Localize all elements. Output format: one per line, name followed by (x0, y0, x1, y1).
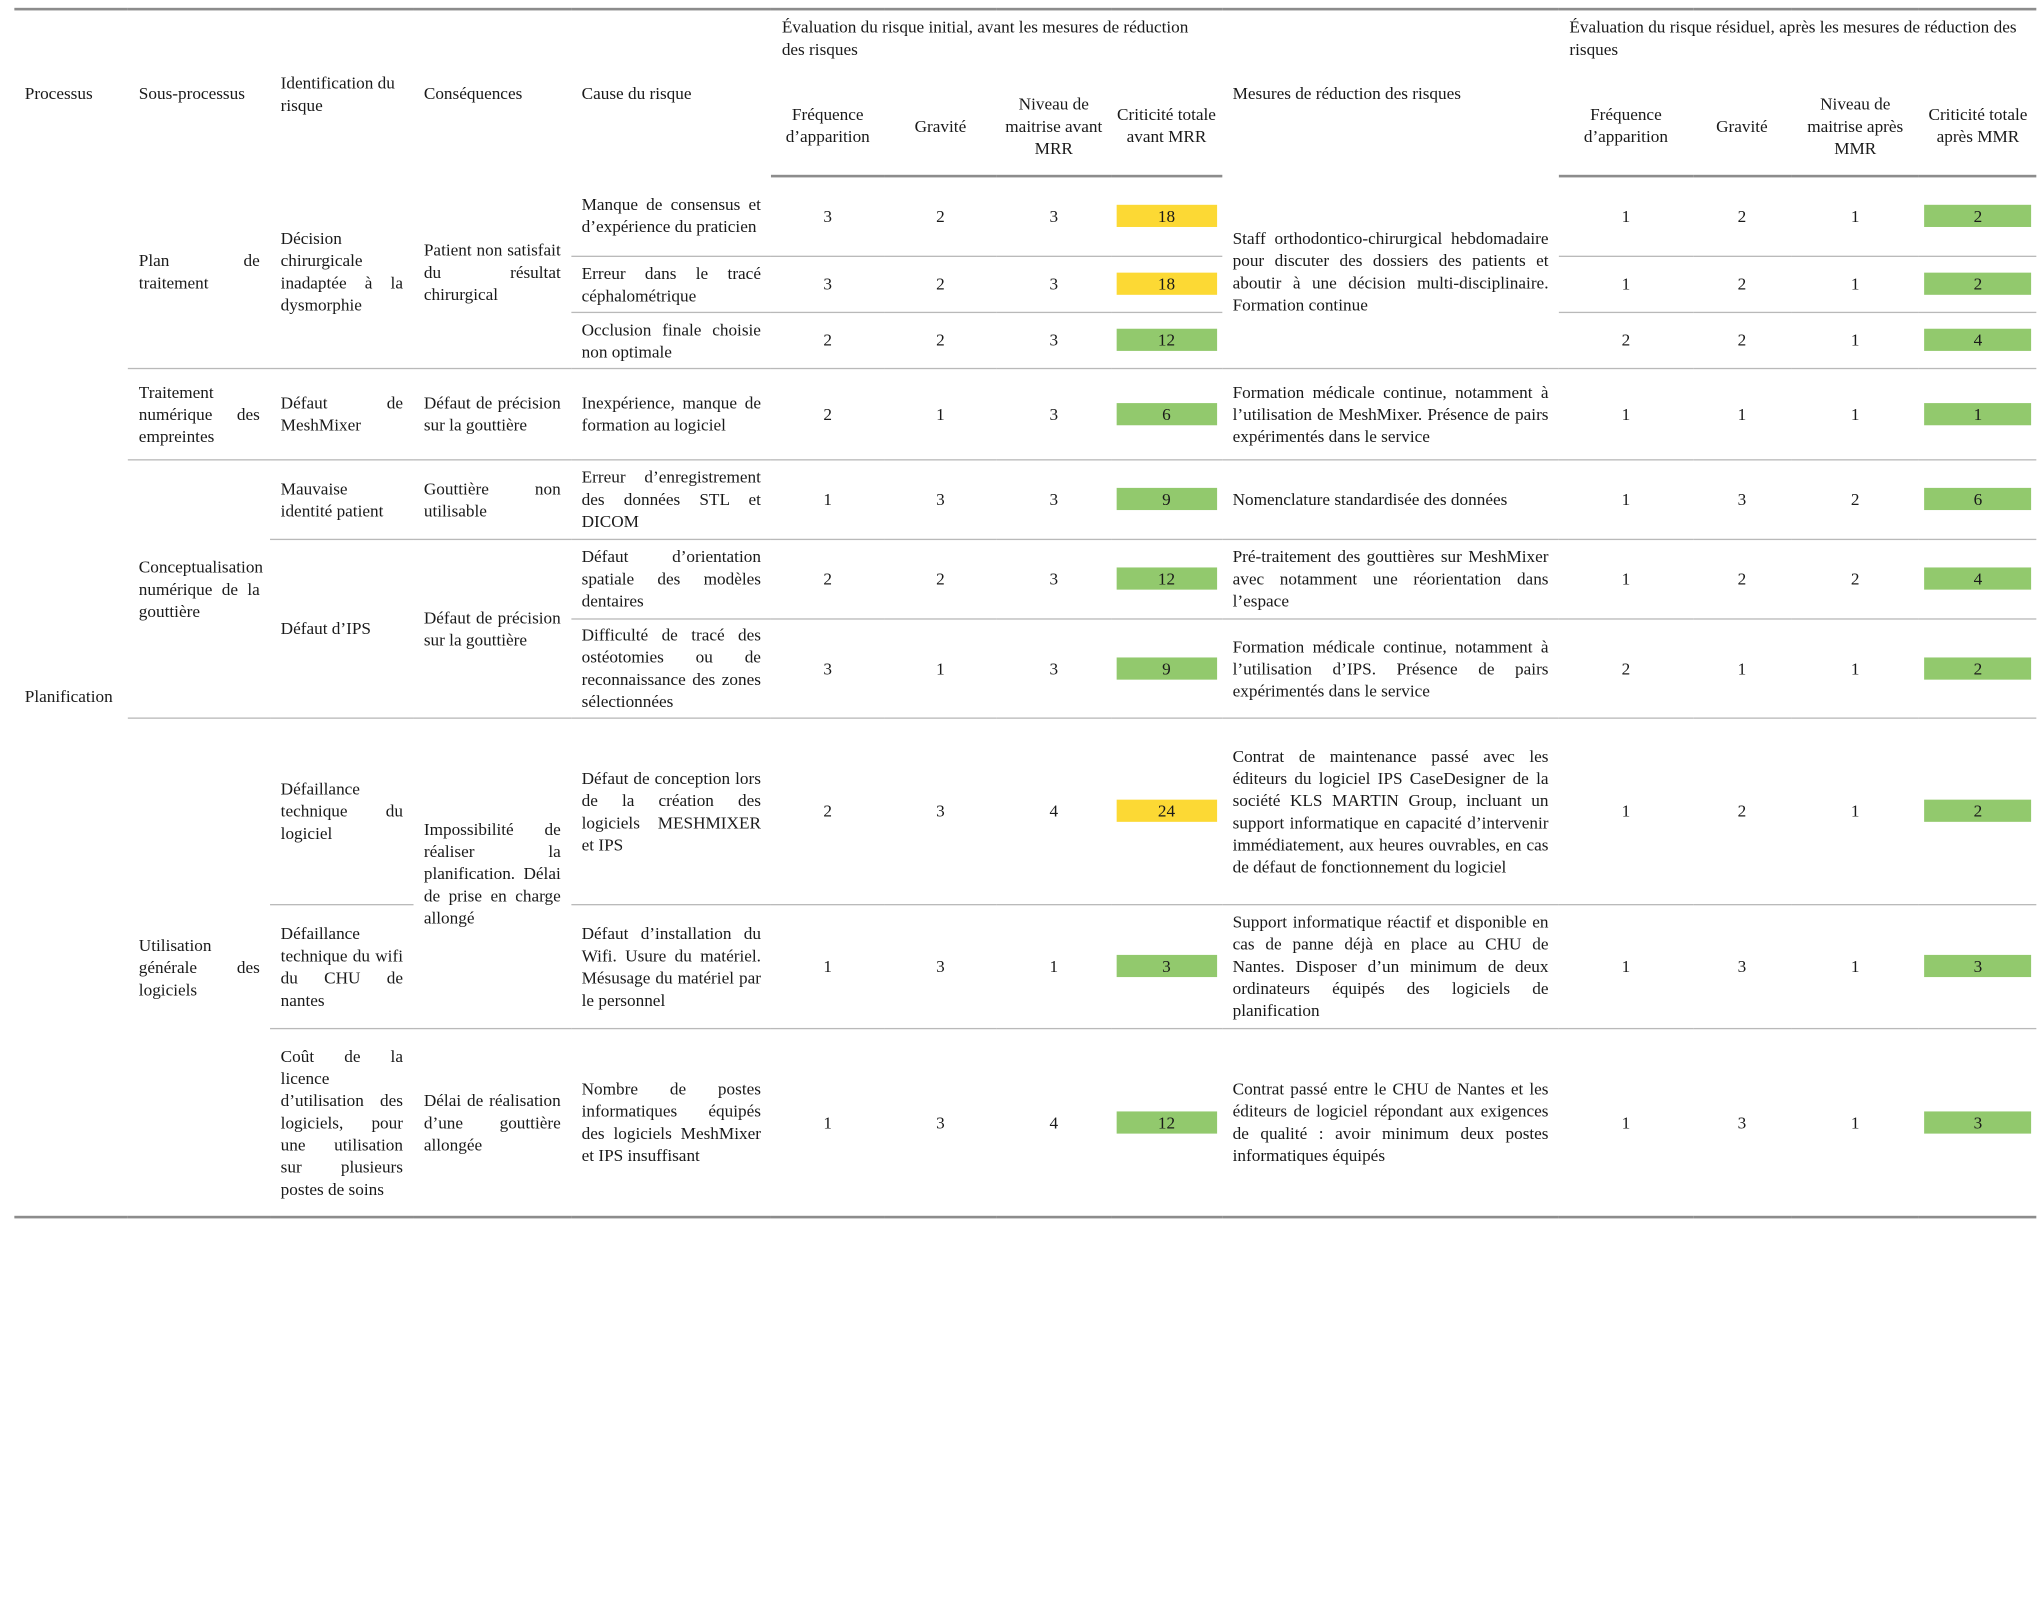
gravite-apres-cell: 1 (1693, 618, 1791, 717)
cause-cell: Défaut d’orientation spatiale des modèles dentaires (571, 539, 771, 619)
frequence-apres-cell: 1 (1559, 539, 1693, 619)
criticite-apres-cell (1920, 618, 2037, 717)
criticite-box: 12 (1116, 329, 1217, 351)
table-row (14, 459, 2036, 539)
gravite-apres-cell: 2 (1693, 717, 1791, 904)
sous-processus-cell: Plan de traitement (138, 250, 260, 293)
header-sous-processus: Sous-processus (128, 9, 270, 176)
mesure-cell: Staff orthodontico-chirurgical hebdomadaire pour discuter des dossiers des patients et aboutir à une décision multi-disciplinaire. Formation continue (1232, 228, 1549, 315)
niveau-apres-cell: 1 (1791, 717, 1920, 904)
header-mesures: Mesures de réduction des risques (1222, 9, 1559, 176)
table-row (14, 1028, 2036, 1217)
criticite-apres-cell (1920, 176, 2037, 256)
gravite-cell: 3 (884, 904, 997, 1028)
criticite-cell (1111, 368, 1222, 459)
niveau-apres-cell: 1 (1791, 368, 1920, 459)
gravite-cell: 3 (884, 717, 997, 904)
identification-cell: Coût de la licence d’utilisation des logiciels, pour une utilisation sur plusieurs postes de soins (270, 1028, 413, 1217)
cause-cell: Manque de consensus et d’expérience du praticien (581, 194, 761, 237)
criticite-apres-cell (1920, 539, 2037, 619)
criticite-apres-cell (1920, 256, 2037, 312)
niveau-cell: 3 (997, 618, 1111, 717)
identification-cell: Défaillance technique du logiciel (270, 717, 413, 904)
gravite-apres-cell: 3 (1693, 1028, 1791, 1217)
consequence-cell: Patient non satisfait du résultat chirurgical (423, 239, 561, 304)
gravite-apres-cell: 2 (1693, 256, 1791, 312)
table-body (14, 176, 2036, 1217)
criticite-apres-cell (1920, 368, 2037, 459)
header-consequences: Conséquences (413, 9, 571, 176)
table-row (14, 717, 2036, 904)
cause-cell: Défaut de conception lors de la création des logiciels MESHMIXER et IPS (571, 717, 771, 904)
table-row (14, 904, 2036, 1028)
sous-processus-cell: Utilisation générale des logiciels (128, 717, 270, 1217)
frequence-cell: 3 (771, 256, 884, 312)
criticite-apres-box: 2 (1925, 205, 2031, 227)
identification-cell: Défaut de MeshMixer (270, 368, 413, 459)
frequence-apres-cell: 1 (1559, 256, 1693, 312)
frequence-cell: 2 (771, 717, 884, 904)
frequence-cell: 2 (771, 312, 884, 368)
table-row (14, 176, 2036, 256)
header-gravite: Gravité (884, 76, 997, 176)
table-row (14, 368, 2036, 459)
niveau-cell: 4 (997, 1028, 1111, 1217)
identification-cell: Défaillance technique du wifi du CHU de nantes (270, 904, 413, 1028)
niveau-apres-cell: 1 (1791, 1028, 1920, 1217)
gravite-apres-cell: 2 (1737, 206, 1747, 227)
niveau-apres-cell: 1 (1791, 904, 1920, 1028)
criticite-cell (1111, 1028, 1222, 1217)
frequence-cell: 1 (771, 459, 884, 539)
criticite-cell (1111, 256, 1222, 312)
mesure-cell: Pré-traitement des gouttières sur MeshMixer avec notamment une réorientation dans l’espace (1222, 539, 1559, 619)
criticite-cell (1111, 618, 1222, 717)
frequence-cell: 3 (823, 206, 833, 227)
criticite-box: 18 (1116, 205, 1217, 227)
niveau-cell: 1 (997, 904, 1111, 1028)
criticite-box: 12 (1116, 567, 1217, 589)
frequence-apres-cell: 1 (1559, 459, 1693, 539)
criticite-box: 3 (1116, 955, 1217, 977)
consequence-cell: Délai de réalisation d’une gouttière allongée (413, 1028, 571, 1217)
header-frequence-apres: Fréquence d’apparition (1559, 76, 1693, 176)
mesure-cell: Formation médicale continue, notamment à l’utilisation de MeshMixer. Présence de pairs expérimentés dans le service (1222, 368, 1559, 459)
frequence-cell: 3 (771, 618, 884, 717)
header-gravite-apres: Gravité (1693, 76, 1791, 176)
frequence-cell: 1 (771, 904, 884, 1028)
gravite-cell: 3 (884, 459, 997, 539)
niveau-apres-cell: 2 (1791, 539, 1920, 619)
gravite-apres-cell: 3 (1693, 459, 1791, 539)
risk-analysis-table (14, 8, 2036, 1219)
criticite-cell (1111, 717, 1222, 904)
criticite-apres-box: 2 (1925, 273, 2031, 295)
consequence-cell: Défaut de précision sur la gouttière (413, 368, 571, 459)
frequence-cell: 1 (771, 1028, 884, 1217)
header-criticite-apres: Criticité totale après MMR (1920, 76, 2037, 176)
identification-cell: Mauvaise identité patient (270, 459, 413, 539)
criticite-cell (1111, 176, 1222, 256)
cause-cell: Erreur d’enregistrement des données STL et DICOM (571, 459, 771, 539)
cause-cell: Difficulté de tracé des ostéotomies ou de reconnaissance des zones sélectionnées (571, 618, 771, 717)
table-row (14, 539, 2036, 619)
niveau-cell: 3 (997, 368, 1111, 459)
identification-cell: Défaut d’IPS (270, 539, 413, 718)
criticite-apres-cell (1920, 1028, 2037, 1217)
criticite-apres-cell (1920, 904, 2037, 1028)
criticite-box: 9 (1116, 657, 1217, 679)
niveau-cell: 3 (997, 312, 1111, 368)
criticite-apres-box: 3 (1925, 955, 2031, 977)
frequence-apres-cell: 1 (1621, 206, 1631, 227)
consequence-cell: Défaut de précision sur la gouttière (413, 539, 571, 718)
header-residual-group: Évaluation du risque résiduel, après les mesures de réduction des risques (1559, 9, 2036, 76)
criticite-box: 6 (1116, 402, 1217, 424)
header-criticite-avant: Criticité totale avant MRR (1111, 76, 1222, 176)
frequence-apres-cell: 1 (1559, 717, 1693, 904)
gravite-cell: 3 (884, 1028, 997, 1217)
gravite-cell: 2 (884, 312, 997, 368)
cause-cell: Nombre de postes informatiques équipés des logiciels MeshMixer et IPS insuffisant (571, 1028, 771, 1217)
header-frequence: Fréquence d’apparition (771, 76, 884, 176)
criticite-cell (1111, 904, 1222, 1028)
frequence-cell: 2 (771, 539, 884, 619)
niveau-apres-cell: 1 (1791, 256, 1920, 312)
niveau-apres-cell: 1 (1791, 312, 1920, 368)
niveau-cell: 4 (997, 717, 1111, 904)
mesure-cell: Formation médicale continue, notamment à l’utilisation d’IPS. Présence de pairs expérimentés dans le service (1222, 618, 1559, 717)
cause-cell: Défaut d’installation du Wifi. Usure du matériel. Mésusage du matériel par le personnel (571, 904, 771, 1028)
criticite-apres-cell (1920, 459, 2037, 539)
niveau-apres-cell: 1 (1791, 618, 1920, 717)
gravite-apres-cell: 2 (1693, 539, 1791, 619)
cause-cell: Erreur dans le tracé céphalométrique (571, 256, 771, 312)
gravite-cell: 1 (884, 618, 997, 717)
header-initial-group: Évaluation du risque initial, avant les mesures de réduction des risques (771, 9, 1222, 76)
gravite-cell: 2 (936, 206, 945, 227)
gravite-cell: 2 (884, 256, 997, 312)
niveau-apres-cell: 2 (1791, 459, 1920, 539)
criticite-box: 9 (1116, 488, 1217, 510)
niveau-cell: 3 (1049, 206, 1059, 227)
frequence-apres-cell: 1 (1559, 368, 1693, 459)
gravite-apres-cell: 3 (1693, 904, 1791, 1028)
header-identification: Identification du risque (270, 9, 413, 176)
header-niveau-avant: Niveau de maitrise avant MRR (997, 76, 1111, 176)
niveau-cell: 3 (997, 256, 1111, 312)
criticite-cell (1111, 459, 1222, 539)
criticite-apres-box: 2 (1925, 657, 2031, 679)
frequence-apres-cell: 1 (1559, 904, 1693, 1028)
frequence-apres-cell: 2 (1559, 618, 1693, 717)
mesure-cell: Contrat de maintenance passé avec les éditeurs du logiciel IPS CaseDesigner de la société KLS MARTIN Group, incluant un support informatique en capacité d’intervenir immédiatement, aux heures ouvrables, en cas de défaut de fonctionnement du logiciel (1222, 717, 1559, 904)
criticite-apres-box: 1 (1925, 402, 2031, 424)
criticite-apres-cell (1920, 717, 2037, 904)
criticite-box: 18 (1116, 273, 1217, 295)
sous-processus-cell: Conceptualisation numérique de la gouttière (128, 459, 270, 717)
gravite-cell: 2 (884, 539, 997, 619)
criticite-apres-cell (1920, 312, 2037, 368)
criticite-apres-box: 6 (1925, 488, 2031, 510)
gravite-apres-cell: 1 (1693, 368, 1791, 459)
frequence-apres-cell: 1 (1559, 1028, 1693, 1217)
header-niveau-apres: Niveau de maitrise après MMR (1791, 76, 1920, 176)
mesure-cell: Support informatique réactif et disponible en cas de panne déjà en place au CHU de Nantes. Disposer d’un minimum de deux ordinateurs équipés des logiciels de planification (1222, 904, 1559, 1028)
criticite-apres-box: 3 (1925, 1111, 2031, 1133)
frequence-cell: 2 (771, 368, 884, 459)
cause-cell: Inexpérience, manque de formation au logiciel (571, 368, 771, 459)
gravite-apres-cell: 2 (1693, 312, 1791, 368)
niveau-cell: 3 (997, 539, 1111, 619)
consequence-cell: Impossibilité de réaliser la planification. Délai de prise en charge allongé (413, 717, 571, 1027)
frequence-apres-cell: 2 (1559, 312, 1693, 368)
mesure-cell: Nomenclature standardisée des données (1222, 459, 1559, 539)
mesure-cell: Contrat passé entre le CHU de Nantes et les éditeurs de logiciel répondant aux exigences de qualité : avoir minimum deux postes informatiques équipés (1222, 1028, 1559, 1217)
identification-cell: Décision chirurgicale inadaptée à la dysmorphie (280, 228, 403, 315)
gravite-cell: 1 (884, 368, 997, 459)
processus-cell: Planification (14, 176, 128, 1217)
criticite-box: 24 (1116, 800, 1217, 822)
niveau-apres-cell: 1 (1850, 206, 1860, 227)
criticite-apres-box: 4 (1925, 567, 2031, 589)
header-cause: Cause du risque (571, 9, 771, 176)
sous-processus-cell: Traitement numérique des empreintes (128, 368, 270, 459)
criticite-apres-box: 4 (1925, 329, 2031, 351)
criticite-apres-box: 2 (1925, 800, 2031, 822)
niveau-cell: 3 (997, 459, 1111, 539)
header-processus: Processus (14, 9, 128, 176)
criticite-cell (1111, 312, 1222, 368)
criticite-box: 12 (1116, 1111, 1217, 1133)
cause-cell: Occlusion finale choisie non optimale (571, 312, 771, 368)
consequence-cell: Gouttière non utilisable (413, 459, 571, 539)
criticite-cell (1111, 539, 1222, 619)
